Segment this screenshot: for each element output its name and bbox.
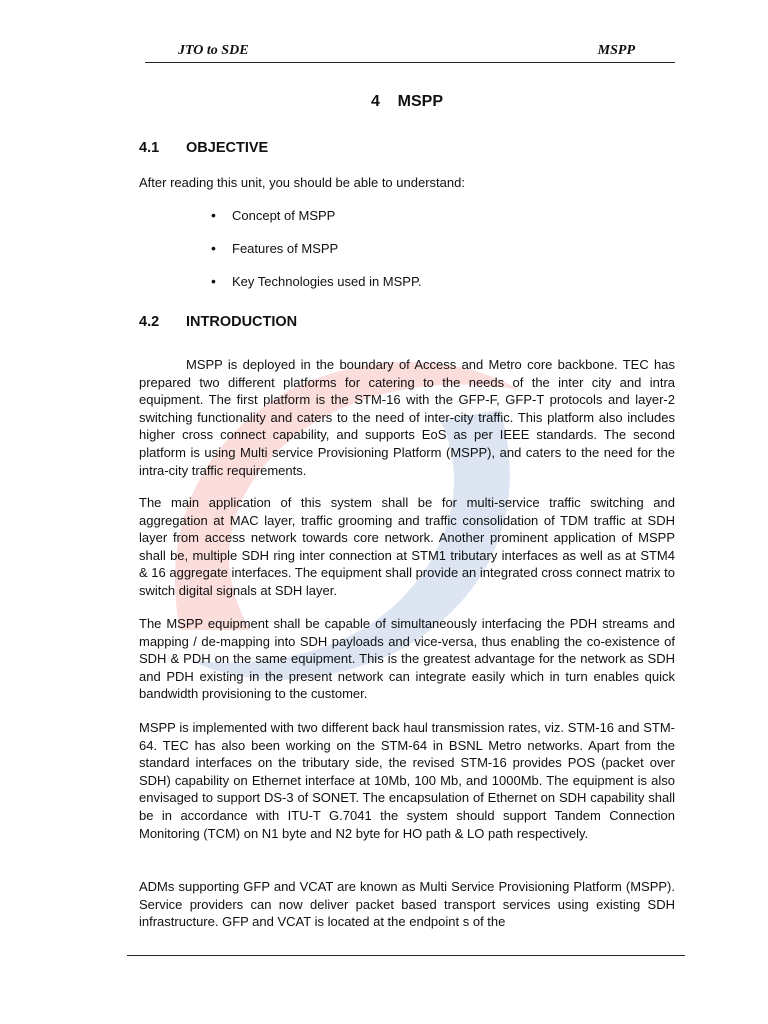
footer-rule — [127, 955, 685, 956]
bullet-icon: • — [211, 273, 216, 289]
list-item-text: Features of MSPP — [232, 241, 339, 256]
paragraph: The MSPP equipment shall be capable of simultaneously interfacing the PDH streams and mapping / de-mapping into SDH payloads and vice-versa, thus enabling the co-existence of SDH & PDH on the same equipment. This is the greatest advantage for the network as SDH and PDH existing in the present network can integrate easily which in turn enables quick bandwidth provisioning to the customer. — [139, 616, 675, 702]
list-item-text: Concept of MSPP — [232, 208, 336, 223]
list-item-text: Key Technologies used in MSPP. — [232, 274, 422, 289]
list-item — [211, 207, 335, 223]
list-item — [211, 240, 338, 256]
paragraph: MSPP is implemented with two different back haul transmission rates, viz. STM-16 and STM-64. TEC has also been working on the STM-64 in BSNL Metro networks. Apart from the standard interfaces on the tributary side, the revised STM-16 provides POS (packet over SDH) capability on Ethernet interface at 10Mb, 100 Mb, and 1000Mb. The equipment is also envisaged to support DS-3 of SONET. The encapsulation of Ethernet on SDH capability shall be in accordance with ITU-T G.7041 the system should support Tandem Connection Monitoring (TCM) on N1 byte and N2 byte for HO path & LO path respectively. — [139, 720, 675, 841]
section-title: OBJECTIVE — [186, 140, 269, 156]
section-heading-introduction — [139, 314, 297, 330]
chapter-title: 4 MSPP — [370, 93, 444, 110]
section-heading-objective — [139, 140, 268, 156]
section-title: INTRODUCTION — [186, 314, 298, 330]
section-number: 4.1 — [139, 140, 160, 156]
objective-intro: After reading this unit, you should be able to understand: — [139, 175, 465, 190]
list-item — [211, 273, 422, 289]
page-header — [145, 42, 675, 63]
bullet-icon: • — [211, 207, 216, 223]
bullet-icon: • — [211, 240, 216, 256]
paragraph: MSPP is deployed in the boundary of Access and Metro core backbone. TEC has prepared two different platforms for catering to the needs of the inter city and intra equipment. The first platform is the STM-16 with the GFP-F, GFP-T protocols and layer-2 switching functionality and caters to the need of inter-city traffic. This platform also includes higher cross connect capability, and supports EoS as per IEEE standards. The second platform is using Multi service Provisioning Platform (MSPP), and caters to the need for the intra-city traffic requirements. — [139, 357, 675, 478]
paragraph: ADMs supporting GFP and VCAT are known as Multi Service Provisioning Platform (MSPP). Service providers can now deliver packet based transport services using existing SDH infrastructure. GFP and VCAT is located at the endpoint s of the — [139, 879, 675, 930]
header-left-text: JTO to SDE — [178, 43, 249, 58]
section-number: 4.2 — [139, 314, 160, 330]
header-right-text: MSPP — [597, 43, 635, 58]
paragraph: The main application of this system shall be for multi-service traffic switching and aggregation at MAC layer, traffic grooming and traffic consolidation of TDM traffic at SDH layer from access network towards core network. Another prominent application of MSPP shall be, multiple SDH ring inter connection at STM1 tributary interfaces as well as at STM4 & 16 aggregate interfaces. The equipment shall provide an integrated cross connect matrix to switch digital signals at SDH layer. — [139, 495, 675, 598]
